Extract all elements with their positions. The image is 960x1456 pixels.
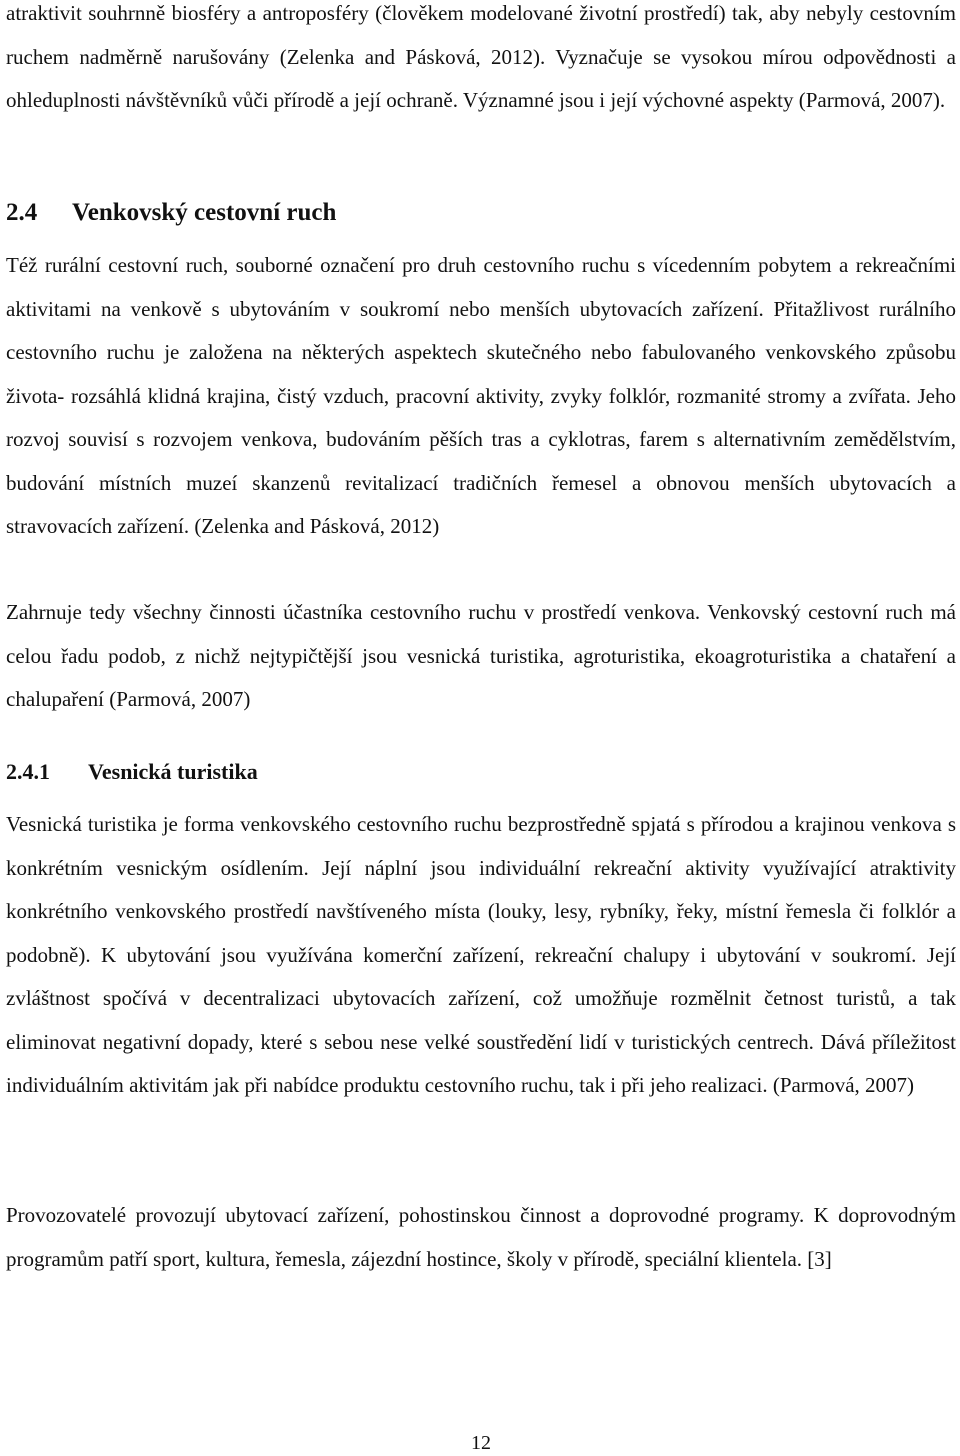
section-number: 2.4 <box>6 199 38 226</box>
subsection-title: Vesnická turistika <box>88 759 258 784</box>
section-heading <box>6 193 336 233</box>
subsection-paragraph-2: Provozovatelé provozují ubytovací zařízení, pohostinskou činnost a doprovodné programy. K doprovodným programům patří sport, kultura, řemesla, zájezdní hostince, školy v přírodě, speciální klientela. [3] <box>6 1203 956 1271</box>
document-page <box>6 0 956 1456</box>
subsection-paragraph-1: Vesnická turistika je forma venkovského cestovního ruchu bezprostředně spjatá s přírodou a krajinou venkova s konkrétním vesnickým osídlením. Její náplní jsou individuální rekreační aktivity využívající atraktivity konkrétního venkovského prostředí navštíveného místa (louky, lesy, rybníky, řeky, místní řemesla či folklór a podobně). K ubytování jsou využívána komerční zařízení, rekreační chalupy i ubytování v soukromí. Její zvláštnost spočívá v decentralizaci ubytovacích zařízení, což umožňuje rozmělnit četnost turistů, a tak eliminovat negativní dopady, které s sebou nese velké soustředění lidí v turistických centrech. Dává příležitost individuálním aktivitám jak při nabídce produktu cestovního ruchu, tak i při jeho realizaci. (Parmová, 2007) <box>6 812 956 1097</box>
section-title: Venkovský cestovní ruch <box>72 199 337 226</box>
intro-paragraph: atraktivit souhrnně biosféry a antroposféry (člověkem modelované životní prostředí) tak, aby nebyly cestovním ruchem nadměrně narušovány (Zelenka and Pásková, 2012). Vyznačuje se vysokou mírou odpovědnosti a ohleduplnosti návštěvníků vůči přírodě a její ochraně. Významné jsou i její výchovné aspekty (Parmová, 2007). <box>6 1 956 112</box>
subsection-heading <box>6 752 258 792</box>
subsection-number: 2.4.1 <box>6 759 50 784</box>
section-paragraph-2: Zahrnuje tedy všechny činnosti účastníka cestovního ruchu v prostředí venkova. Venkovský cestovní ruch má celou řadu podob, z nichž nejtypičtější jsou vesnická turistika, agroturistika, ekoagroturistika a chataření a chalupaření (Parmová, 2007) <box>6 600 956 711</box>
section-paragraph-1: Též rurální cestovní ruch, souborné označení pro druh cestovního ruchu s vícedenním pobytem a rekreačními aktivitami na venkově s ubytováním v soukromí nebo menších ubytovacích zařízení. Přitažlivost rurálního cestovního ruchu je založena na některých aspektech skutečného nebo fabulovaného venkovského způsobu života- rozsáhlá klidná krajina, čistý vzduch, pracovní aktivity, zvyky folklór, rozmanité stromy a zvířata. Jeho rozvoj souvisí s rozvojem venkova, budováním pěších tras a cyklotras, farem s alternativním zemědělstvím, budování místních muzeí skanzenů revitalizací tradičních řemesel a obnovou menších ubytovacích a stravovacích zařízení. (Zelenka and Pásková, 2012) <box>6 253 956 538</box>
page-number: 12 <box>471 1432 491 1454</box>
